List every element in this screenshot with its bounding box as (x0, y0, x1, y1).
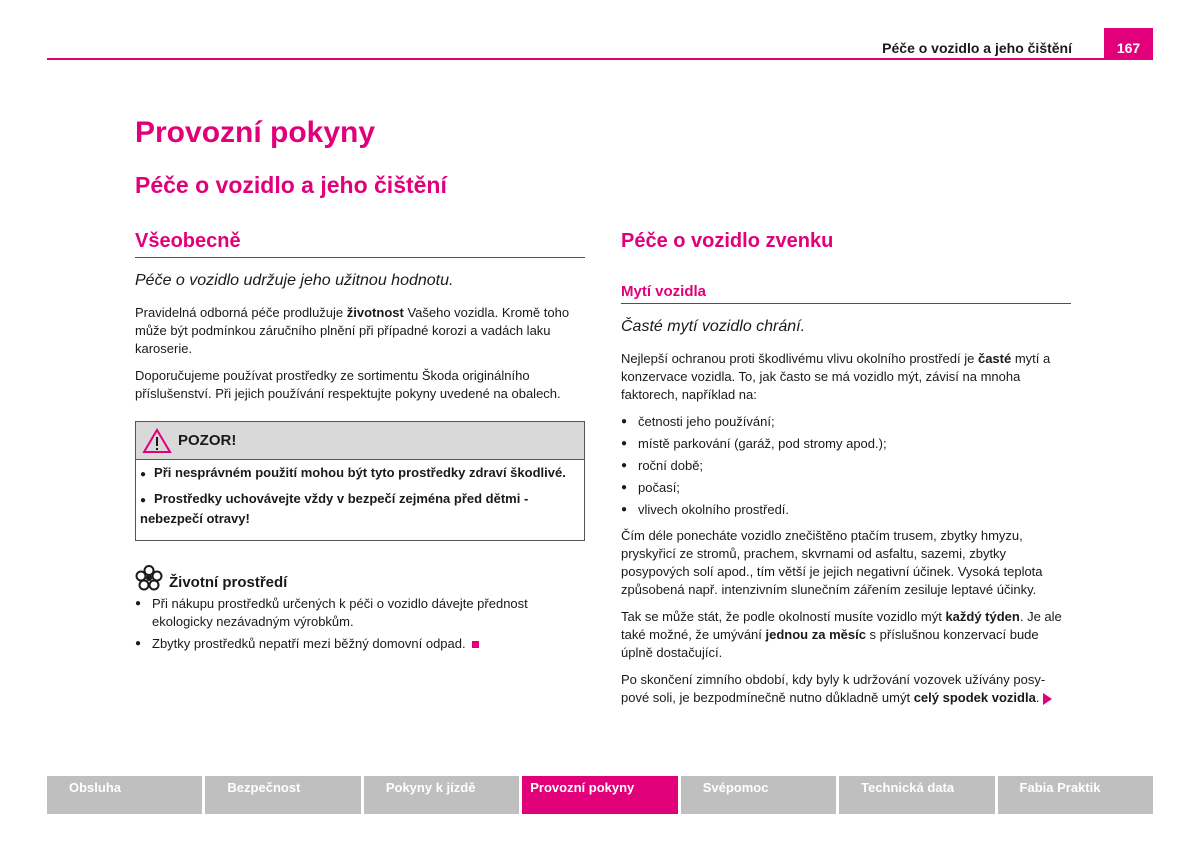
environment-title: Životní prostředí (169, 574, 288, 591)
continue-arrow-icon (1043, 693, 1052, 705)
section-lead: Časté mytí vozidlo chrání. (621, 318, 806, 335)
environment-item: ● Při nákupu prostředků určených k péči o vozidlo dávejte přednost ekologicky nezávadným výrobkům. (135, 595, 585, 631)
paragraph: Nejlepší ochranou proti škodlivému vlivu okolního prostředí je časté mytí a konzervace vozidla. To, jak často se má vozidlo mýt, závisí na mnoha faktorech, například na: (621, 351, 1051, 402)
environment-header (135, 565, 585, 591)
section-heading-exterior-care: Péče o vozidlo zvenku (621, 230, 834, 252)
paragraph: Po skončení zimního období, kdy byly k udržování vozovek užívány posy-pové soli, je bezpodmínečně nutno důkladně umýt celý spodek vozidla. (621, 671, 1071, 707)
nav-tab-technicka-data[interactable]: Technická data (839, 776, 994, 814)
warning-box (135, 421, 585, 541)
paragraph: Pravidelná odborná péče prodlužuje životnost Vašeho vozidla. Kromě toho může být podmínkou záručního plnění při případné korozi a vadách laku karoserie. (135, 305, 570, 356)
warning-item: ● Prostředky uchovávejte vždy v bezpečí zejména před dětmi - nebezpečí otravy! (140, 490, 580, 528)
nav-tab-fabia-praktik[interactable]: Fabia Praktik (998, 776, 1153, 814)
left-column (135, 230, 585, 661)
list-item: ● počasí; (621, 479, 1071, 497)
paragraph: Doporučujeme používat prostředky ze sortimentu Škoda originálního příslušenství. Při jejich používání respektujte pokyny uvedené na obalech. (135, 368, 561, 401)
page-title: Provozní pokyny (135, 116, 376, 149)
subsection-heading-washing: Mytí vozidla (621, 283, 1071, 304)
section-heading-general: Všeobecně (135, 230, 585, 258)
flower-icon (135, 565, 163, 591)
list-item: ● vlivech okolního prostředí. (621, 501, 1071, 519)
chapter-nav (47, 776, 1153, 814)
nav-tab-obsluha[interactable]: Obsluha (47, 776, 202, 814)
nav-tab-pokyny-k-jizde[interactable]: Pokyny k jízdě (364, 776, 519, 814)
list-item: ● četnosti jeho používání; (621, 413, 1071, 431)
header-rule (47, 58, 1153, 60)
environment-item: ● Zbytky prostředků nepatří mezi běžný domovní odpad. (135, 635, 585, 653)
page-number: 167 (1104, 28, 1153, 60)
nav-tab-provozni-pokyny[interactable]: Provozní pokyny (522, 776, 677, 814)
warning-triangle-icon (142, 428, 172, 454)
list-item: ● místě parkování (garáž, pod stromy apod.); (621, 435, 1071, 453)
page-subtitle: Péče o vozidlo a jeho čištění (135, 172, 447, 198)
right-column (621, 230, 1071, 716)
warning-header (136, 422, 584, 460)
running-header-title: Péče o vozidlo a jeho čištění (882, 40, 1072, 56)
section-end-square-icon (472, 641, 479, 648)
warning-item: ● Při nesprávném použití mohou být tyto prostředky zdraví škodlivé. (140, 464, 580, 484)
warning-body (136, 460, 584, 540)
paragraph: Tak se může stát, že podle okolností musíte vozidlo mýt každý týden. Je ale také možné, že umývání jednou za měsíc s příslušnou konzervací bude úplně dostačující. (621, 609, 1062, 660)
section-lead: Péče o vozidlo udržuje jeho užitnou hodnotu. (135, 272, 454, 289)
warning-title: POZOR! (178, 432, 237, 449)
paragraph: Čím déle ponecháte vozidlo znečištěno ptačím trusem, zbytky hmyzu, pryskyřicí ze stromů, prachem, skvrnami od asfaltu, sazemi, zbytky posypových solí apod., tím větší je jejich negativní účinek. Vysoká teplota způsobená např. intenzivním slunečním zářením zesiluje leptavé účinky. (621, 528, 1043, 597)
nav-tab-svepomoc[interactable]: Svépomoc (681, 776, 836, 814)
list-item: ● roční době; (621, 457, 1071, 475)
nav-tab-bezpecnost[interactable]: Bezpečnost (205, 776, 360, 814)
